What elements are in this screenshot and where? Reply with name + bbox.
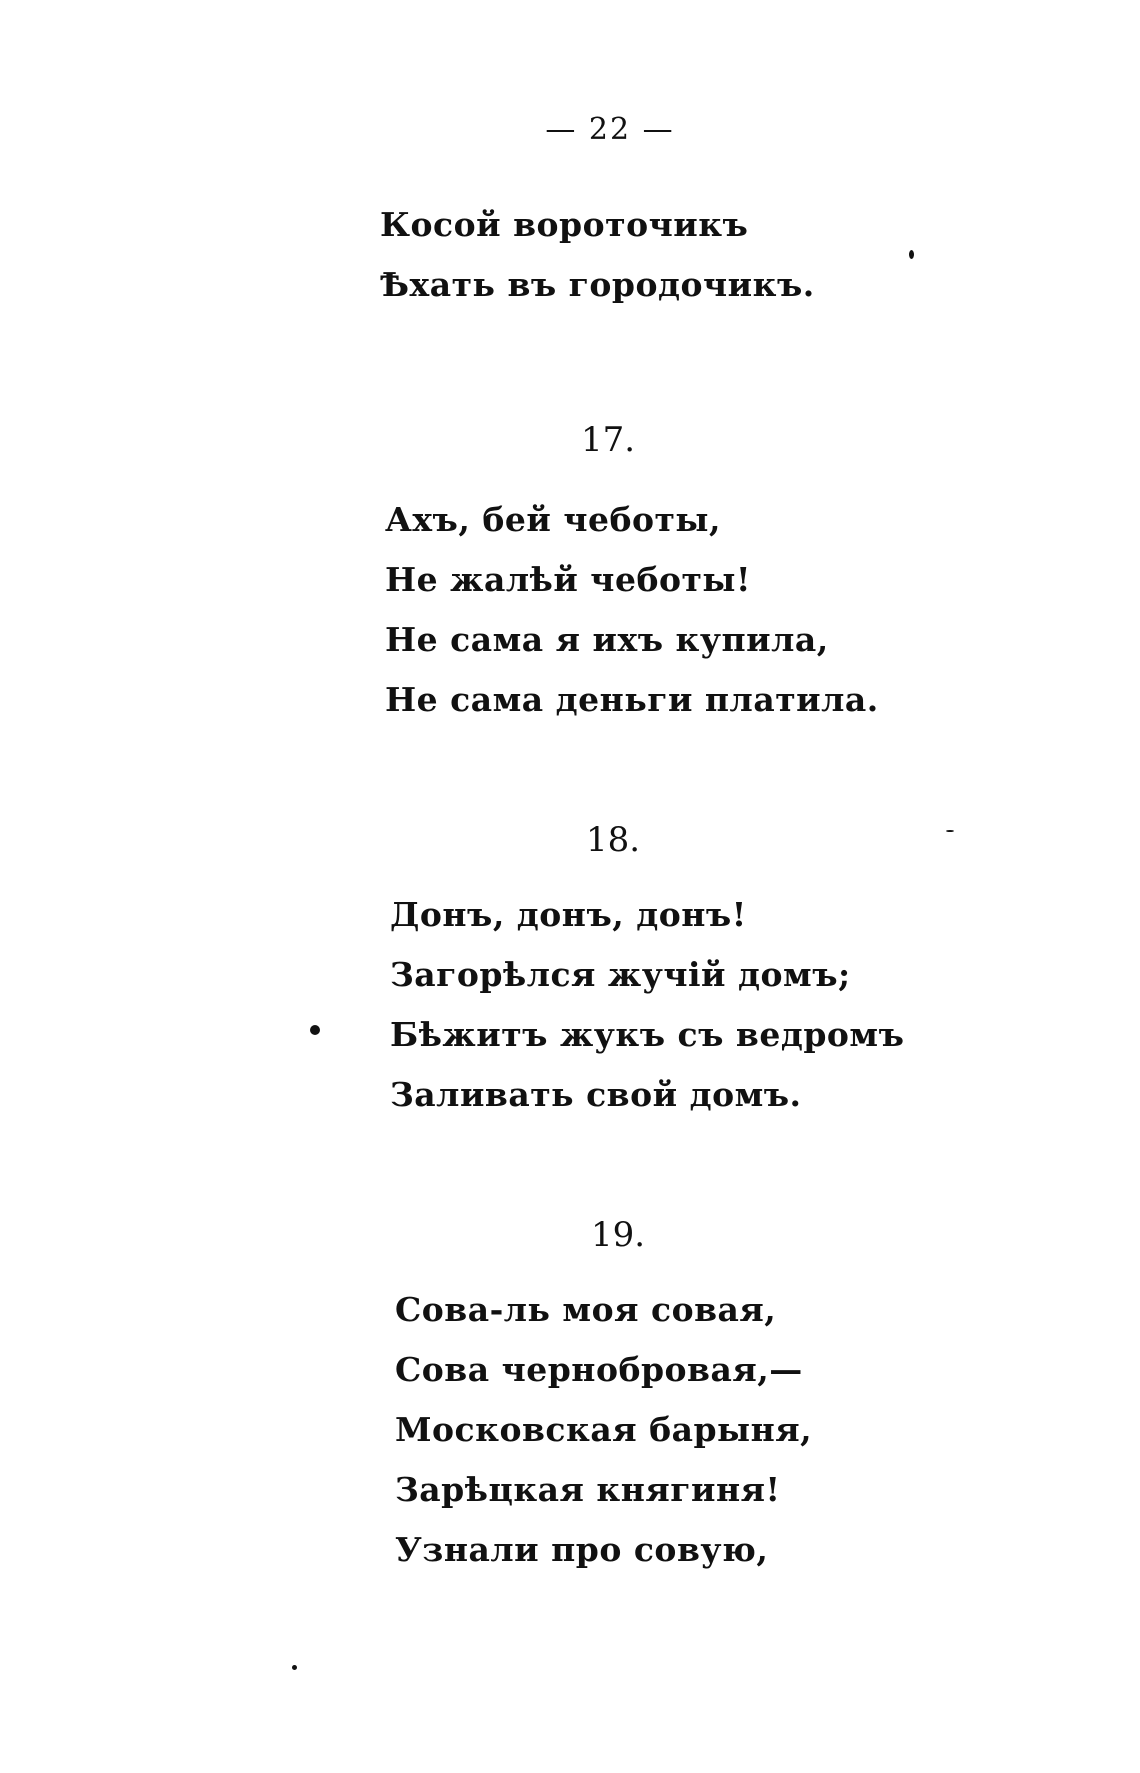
poem-number: 19. — [590, 1215, 646, 1255]
verse-line: Косой вороточикъ — [380, 205, 749, 244]
verse-line: Ахъ, бей чеботы, — [385, 500, 722, 539]
verse-line: Бѣжитъ жукъ съ ведромъ — [390, 1015, 905, 1054]
verse-line: Сова чернобровая,— — [395, 1350, 803, 1389]
verse-line: Заливать свой домъ. — [390, 1075, 802, 1114]
poem-stanza — [385, 490, 879, 730]
verse-line: Донъ, донъ, донъ! — [390, 895, 747, 934]
poem-number: 18. — [585, 820, 641, 860]
verse-line: Сова-ль моя совая, — [395, 1290, 777, 1329]
scan-speck — [292, 1665, 297, 1670]
verse-line: Зарѣцкая княгиня! — [395, 1470, 781, 1509]
verse-line: Загорѣлся жучій домъ; — [390, 955, 851, 994]
verse-line: Не жалѣй чеботы! — [385, 560, 751, 599]
verse-line: Ѣхать въ городочикъ. — [380, 265, 815, 304]
scan-speck — [909, 250, 914, 259]
verse-line: Московская барыня, — [395, 1410, 813, 1449]
continuation-stanza — [380, 195, 815, 315]
poem-stanza — [395, 1280, 812, 1580]
scan-speck — [946, 830, 954, 832]
page-header: — 22 — — [545, 112, 675, 147]
scan-speck — [310, 1025, 320, 1035]
poem-number: 17. — [580, 420, 636, 460]
poem-stanza — [390, 885, 904, 1125]
verse-line: Не сама деньги платила. — [385, 680, 879, 719]
verse-line: Не сама я ихъ купила, — [385, 620, 829, 659]
verse-line: Узнали про совую, — [395, 1530, 769, 1569]
